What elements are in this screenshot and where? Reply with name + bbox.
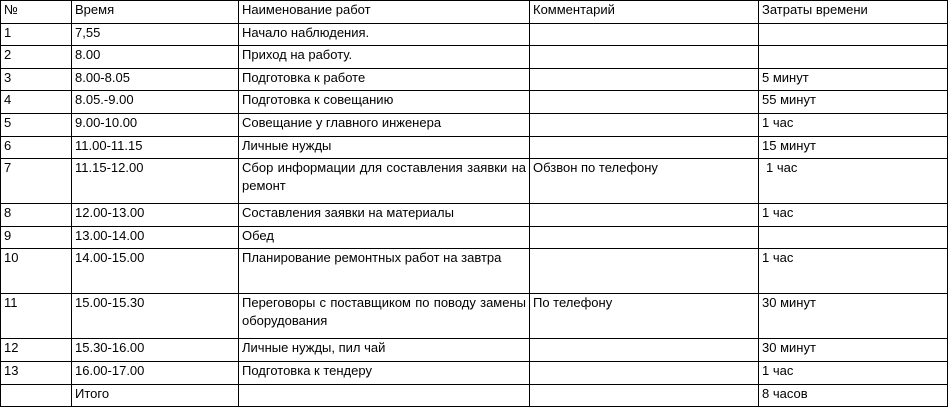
row-number: 4 <box>1 91 72 114</box>
row-comment <box>530 68 759 91</box>
table-row <box>1 46 948 69</box>
table-row <box>1 159 948 204</box>
row-work: Подготовка к совещанию <box>239 91 530 114</box>
row-work: Переговоры с поставщиком по поводу замены оборудования <box>239 294 530 339</box>
row-comment <box>530 249 759 294</box>
row-time: 9.00-10.00 <box>72 113 239 136</box>
row-cost <box>759 23 948 46</box>
total-row <box>1 384 948 407</box>
row-work: Личные нужды, пил чай <box>239 339 530 362</box>
row-comment <box>530 226 759 249</box>
row-number: 10 <box>1 249 72 294</box>
header-comment: Комментарий <box>530 1 759 24</box>
row-comment <box>530 91 759 114</box>
table-row <box>1 294 948 339</box>
header-number: № <box>1 1 72 24</box>
header-work: Наименование работ <box>239 1 530 24</box>
row-cost: 1 час <box>759 113 948 136</box>
row-time: 11.00-11.15 <box>72 136 239 159</box>
row-cost: 55 минут <box>759 91 948 114</box>
row-cost: 1 час <box>759 159 948 204</box>
row-work: Личные нужды <box>239 136 530 159</box>
row-time: 15.30-16.00 <box>72 339 239 362</box>
row-number: 13 <box>1 361 72 384</box>
row-work: Сбор информации для составления заявки на ремонт <box>239 159 530 204</box>
row-number: 2 <box>1 46 72 69</box>
row-number: 8 <box>1 204 72 227</box>
row-number: 5 <box>1 113 72 136</box>
row-number: 9 <box>1 226 72 249</box>
row-cost: 1 час <box>759 204 948 227</box>
row-time: 15.00-15.30 <box>72 294 239 339</box>
row-cost: 30 минут <box>759 339 948 362</box>
row-time: 13.00-14.00 <box>72 226 239 249</box>
row-work: Подготовка к работе <box>239 68 530 91</box>
row-cost <box>759 226 948 249</box>
table-row <box>1 23 948 46</box>
row-work: Планирование ремонтных работ на завтра <box>239 249 530 294</box>
row-comment <box>530 204 759 227</box>
row-comment: Обзвон по телефону <box>530 159 759 204</box>
row-comment <box>530 46 759 69</box>
row-time: 11.15-12.00 <box>72 159 239 204</box>
row-cost: 1 час <box>759 249 948 294</box>
total-comment <box>530 384 759 407</box>
row-number: 7 <box>1 159 72 204</box>
header-cost: Затраты времени <box>759 1 948 24</box>
row-time: 16.00-17.00 <box>72 361 239 384</box>
row-cost: 5 минут <box>759 68 948 91</box>
row-cost: 15 минут <box>759 136 948 159</box>
header-row <box>1 1 948 24</box>
table-row <box>1 113 948 136</box>
row-work: Начало наблюдения. <box>239 23 530 46</box>
row-time: 8.00-8.05 <box>72 68 239 91</box>
total-label: Итого <box>72 384 239 407</box>
row-time: 12.00-13.00 <box>72 204 239 227</box>
row-time: 14.00-15.00 <box>72 249 239 294</box>
row-cost: 1 час <box>759 361 948 384</box>
row-comment <box>530 23 759 46</box>
total-work <box>239 384 530 407</box>
row-comment <box>530 136 759 159</box>
total-number <box>1 384 72 407</box>
row-number: 11 <box>1 294 72 339</box>
total-cost: 8 часов <box>759 384 948 407</box>
table-row <box>1 339 948 362</box>
table-row <box>1 91 948 114</box>
row-cost: 30 минут <box>759 294 948 339</box>
row-work: Подготовка к тендеру <box>239 361 530 384</box>
table-row <box>1 204 948 227</box>
header-time: Время <box>72 1 239 24</box>
row-comment <box>530 339 759 362</box>
row-comment: По телефону <box>530 294 759 339</box>
table-row <box>1 226 948 249</box>
row-work: Составления заявки на материалы <box>239 204 530 227</box>
table-row <box>1 136 948 159</box>
table-row <box>1 249 948 294</box>
table-row <box>1 361 948 384</box>
row-cost <box>759 46 948 69</box>
row-comment <box>530 361 759 384</box>
row-time: 8.05.-9.00 <box>72 91 239 114</box>
row-time: 7,55 <box>72 23 239 46</box>
row-number: 1 <box>1 23 72 46</box>
row-work: Совещание у главного инженера <box>239 113 530 136</box>
row-number: 6 <box>1 136 72 159</box>
row-time: 8.00 <box>72 46 239 69</box>
row-comment <box>530 113 759 136</box>
row-work: Обед <box>239 226 530 249</box>
row-number: 12 <box>1 339 72 362</box>
row-work: Приход на работу. <box>239 46 530 69</box>
row-number: 3 <box>1 68 72 91</box>
table-row <box>1 68 948 91</box>
